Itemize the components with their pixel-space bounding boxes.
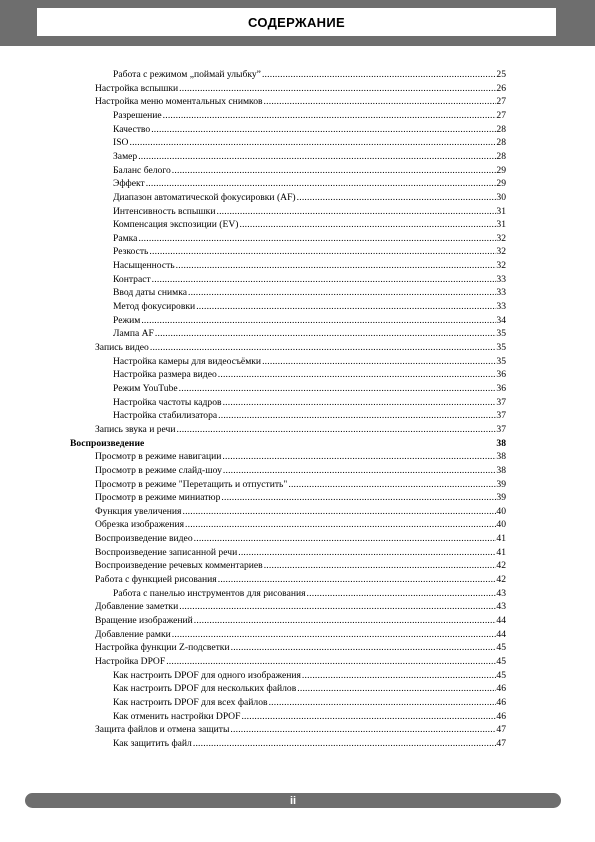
toc-entry-title: Как защитить файл bbox=[113, 737, 192, 749]
toc-section-entry[interactable] bbox=[70, 437, 506, 451]
toc-leader-dots bbox=[140, 314, 496, 328]
toc-entry-page: 33 bbox=[496, 273, 506, 285]
toc-entry-page: 37 bbox=[496, 410, 506, 422]
toc-entry[interactable] bbox=[95, 559, 506, 573]
toc-leader-dots bbox=[217, 409, 496, 423]
toc-entry[interactable] bbox=[113, 191, 506, 205]
toc-leader-dots bbox=[306, 587, 497, 601]
toc-leader-dots bbox=[195, 300, 496, 314]
toc-entry[interactable] bbox=[113, 123, 506, 137]
toc-entry-page: 28 bbox=[496, 123, 506, 135]
toc-entry-title: Рамка bbox=[113, 232, 138, 244]
toc-entry-title: Вращение изображений bbox=[95, 615, 193, 626]
toc-entry-title: Насыщенность bbox=[113, 260, 175, 272]
toc-entry[interactable] bbox=[95, 491, 506, 505]
toc-entry-title: Разрешение bbox=[113, 109, 162, 121]
toc-leader-dots bbox=[149, 341, 497, 355]
toc-entry[interactable] bbox=[95, 532, 506, 546]
toc-leader-dots bbox=[217, 573, 497, 587]
toc-entry-title: Воспроизведение bbox=[70, 437, 145, 449]
toc-entry[interactable] bbox=[113, 300, 506, 314]
toc-entry-title: Как настроить DPOF для всех файлов bbox=[113, 696, 268, 708]
toc-entry-title: Лампа AF bbox=[113, 328, 154, 340]
toc-entry-page: 42 bbox=[496, 574, 506, 586]
toc-entry[interactable] bbox=[113, 327, 506, 341]
toc-leader-dots bbox=[215, 205, 496, 219]
toc-entry-title: Настройка стабилизатора bbox=[113, 410, 218, 422]
toc-entry-page: 37 bbox=[496, 423, 506, 435]
toc-entry[interactable] bbox=[95, 641, 506, 655]
toc-leader-dots bbox=[193, 532, 497, 546]
toc-entry[interactable] bbox=[113, 368, 506, 382]
toc-entry[interactable] bbox=[95, 95, 506, 109]
toc-leader-dots bbox=[162, 109, 497, 123]
toc-entry[interactable] bbox=[95, 600, 506, 614]
toc-entry-page: 29 bbox=[496, 178, 506, 190]
toc-entry[interactable] bbox=[95, 628, 506, 642]
toc-entry[interactable] bbox=[113, 177, 506, 191]
toc-entry-page: 32 bbox=[496, 232, 506, 244]
toc-entry-title: Настройка камеры для видеосъёмки bbox=[113, 355, 262, 367]
toc-entry[interactable] bbox=[113, 669, 506, 683]
header-title-box bbox=[37, 8, 556, 36]
toc-entry[interactable] bbox=[113, 68, 506, 82]
toc-entry-title: Режим YouTube bbox=[113, 382, 178, 394]
toc-entry[interactable] bbox=[113, 355, 506, 369]
toc-entry-page: 40 bbox=[496, 505, 506, 517]
toc-entry[interactable] bbox=[95, 423, 506, 437]
toc-entry-page: 45 bbox=[496, 642, 506, 654]
toc-entry[interactable] bbox=[95, 450, 506, 464]
toc-leader-dots bbox=[237, 546, 496, 560]
toc-entry-title: Замер bbox=[113, 150, 138, 162]
toc-leader-dots bbox=[229, 723, 496, 737]
toc-entry-page: 31 bbox=[496, 205, 506, 217]
toc-entry-title: Настройка функции Z-подсветки bbox=[95, 642, 230, 654]
toc-entry[interactable] bbox=[113, 245, 506, 259]
toc-entry-page: 35 bbox=[496, 342, 506, 353]
toc-leader-dots bbox=[230, 641, 497, 655]
toc-entry-page: 38 bbox=[496, 451, 506, 463]
toc-leader-dots bbox=[145, 177, 497, 191]
toc-entry-page: 46 bbox=[496, 696, 506, 708]
toc-entry-page: 41 bbox=[496, 546, 506, 558]
toc-entry[interactable] bbox=[95, 82, 506, 96]
toc-entry-page: 28 bbox=[496, 137, 506, 149]
toc-entry[interactable] bbox=[113, 396, 506, 410]
toc-entry-page: 41 bbox=[496, 533, 506, 545]
toc-entry-title: Просмотр в режиме миниатюр bbox=[95, 492, 221, 504]
toc-entry-page: 35 bbox=[496, 328, 506, 340]
toc-entry-page: 46 bbox=[496, 710, 506, 722]
page-number: ii bbox=[289, 794, 297, 807]
toc-entry[interactable] bbox=[95, 614, 506, 628]
toc-entry-title: Как отменить настройки DPOF bbox=[113, 710, 241, 722]
toc-entry-page: 45 bbox=[496, 669, 506, 681]
toc-leader-dots bbox=[263, 95, 497, 109]
toc-entry-title: Работа с панелью инструментов для рисования bbox=[113, 587, 306, 599]
toc-entry-title: Настройка вспышки bbox=[95, 82, 179, 94]
toc-entry[interactable] bbox=[113, 218, 506, 232]
toc-leader-dots bbox=[148, 245, 496, 259]
toc-entry-title: Резкость bbox=[113, 246, 149, 258]
toc-leader-dots bbox=[220, 491, 496, 505]
toc-entry[interactable] bbox=[113, 164, 506, 178]
toc-leader-dots bbox=[240, 710, 496, 724]
toc-entry-page: 28 bbox=[496, 150, 506, 162]
toc-entry-title: Диапазон автоматической фокусировки (AF) bbox=[113, 191, 296, 203]
toc-entry-page: 33 bbox=[496, 301, 506, 313]
toc-entry-title: Работа с функцией рисования bbox=[95, 574, 217, 586]
toc-entry[interactable] bbox=[95, 341, 506, 355]
toc-leader-dots bbox=[184, 518, 496, 532]
toc-entry-page: 32 bbox=[496, 246, 506, 258]
toc-entry-page: 36 bbox=[496, 369, 506, 381]
toc-entry-page: 43 bbox=[496, 587, 506, 599]
toc-entry-title: Добавление рамки bbox=[95, 628, 171, 640]
toc-entry-title: Воспроизведение речевых комментариев bbox=[95, 560, 263, 572]
toc-entry-page: 27 bbox=[496, 109, 506, 121]
toc-entry-title: Обрезка изображения bbox=[95, 519, 184, 531]
toc-entry-title: Метод фокусировки bbox=[113, 301, 196, 313]
toc-entry[interactable] bbox=[113, 737, 506, 751]
toc-entry-page: 40 bbox=[496, 519, 506, 531]
toc-entry-page: 47 bbox=[496, 724, 506, 736]
toc-entry-title: Функция увеличения bbox=[95, 505, 182, 517]
toc-entry-page: 27 bbox=[496, 96, 506, 108]
toc-entry-title: Режим bbox=[113, 314, 141, 326]
toc-entry[interactable] bbox=[95, 518, 506, 532]
toc-entry-page: 45 bbox=[496, 655, 506, 667]
toc-leader-dots bbox=[178, 82, 496, 96]
toc-entry-page: 37 bbox=[496, 396, 506, 408]
toc-leader-dots bbox=[178, 600, 496, 614]
toc-entry[interactable] bbox=[95, 546, 506, 560]
toc-entry-page: 38 bbox=[496, 437, 506, 449]
toc-entry-title: Работа с режимом „поймай улыбку” bbox=[113, 69, 261, 80]
toc-entry-title: Компенсация экспозиции (EV) bbox=[113, 219, 239, 231]
toc-entry-page: 34 bbox=[496, 314, 506, 326]
toc-leader-dots bbox=[128, 136, 496, 150]
toc-entry-page: 26 bbox=[496, 82, 506, 94]
toc-entry-page: 47 bbox=[496, 737, 506, 749]
toc-entry[interactable] bbox=[113, 273, 506, 287]
toc-leader-dots bbox=[181, 505, 496, 519]
toc-leader-dots bbox=[175, 259, 497, 273]
toc-entry-title: Настройка частоты кадров bbox=[113, 396, 222, 408]
toc-entry-page: 33 bbox=[496, 287, 506, 299]
toc-entry-page: 31 bbox=[496, 219, 506, 231]
toc-entry[interactable] bbox=[113, 136, 506, 150]
toc-entry-page: 39 bbox=[496, 478, 506, 490]
toc-leader-dots bbox=[261, 355, 496, 369]
toc-entry[interactable] bbox=[113, 150, 506, 164]
toc-entry[interactable] bbox=[95, 505, 506, 519]
toc-leader-dots bbox=[221, 450, 496, 464]
toc-entry[interactable] bbox=[113, 286, 506, 300]
toc-entry-title: Запись звука и речи bbox=[95, 423, 176, 435]
toc-leader-dots bbox=[263, 559, 497, 573]
toc-entry-title: Качество bbox=[113, 123, 151, 135]
toc-entry[interactable] bbox=[95, 573, 506, 587]
toc-entry-page: 30 bbox=[496, 191, 506, 203]
toc-entry[interactable] bbox=[113, 682, 506, 696]
toc-entry[interactable] bbox=[95, 478, 506, 492]
toc-entry-title: Воспроизведение видео bbox=[95, 533, 193, 545]
toc-entry-page: 44 bbox=[496, 628, 506, 640]
toc-entry[interactable] bbox=[113, 205, 506, 219]
toc-leader-dots bbox=[217, 368, 497, 382]
toc-leader-dots bbox=[261, 68, 496, 82]
toc-entry-title: Запись видео bbox=[95, 342, 149, 353]
toc-entry-page: 38 bbox=[496, 464, 506, 476]
toc-entry[interactable] bbox=[113, 382, 506, 396]
toc-entry-title: ISO bbox=[113, 137, 129, 149]
toc-leader-dots bbox=[171, 164, 497, 178]
toc-entry-page: 35 bbox=[496, 355, 506, 367]
toc-entry[interactable] bbox=[95, 655, 506, 669]
toc-entry-title: Баланс белого bbox=[113, 164, 171, 176]
toc-entry-title: Как настроить DPOF для нескольких файлов bbox=[113, 683, 297, 695]
toc-leader-dots bbox=[165, 655, 496, 669]
toc-entry-title: Настройка меню моментальных снимков bbox=[95, 96, 263, 108]
toc-leader-dots bbox=[171, 628, 497, 642]
toc-entry-page: 29 bbox=[496, 164, 506, 176]
toc-entry[interactable] bbox=[113, 409, 506, 423]
toc-entry[interactable] bbox=[113, 710, 506, 724]
toc-entry-title: Защита файлов и отмена защиты bbox=[95, 724, 230, 736]
toc-leader-dots bbox=[222, 464, 497, 478]
toc-entry-title: Эффект bbox=[113, 178, 145, 190]
toc-entry-title: Добавление заметки bbox=[95, 601, 179, 613]
toc-entry-title: Интенсивность вспышки bbox=[113, 205, 216, 217]
toc-entry[interactable] bbox=[95, 464, 506, 478]
toc-entry-title: Контраст bbox=[113, 273, 151, 285]
toc-leader-dots bbox=[193, 614, 497, 628]
toc-entry[interactable] bbox=[113, 109, 506, 123]
toc-entry-page: 44 bbox=[496, 615, 506, 626]
toc-leader-dots bbox=[187, 286, 496, 300]
toc-leader-dots bbox=[192, 737, 497, 751]
toc-entry-title: Ввод даты снимка bbox=[113, 287, 187, 299]
toc-leader-dots bbox=[151, 273, 497, 287]
toc-entry-title: Настройка размера видео bbox=[113, 369, 217, 381]
toc-leader-dots bbox=[154, 327, 497, 341]
toc-entry[interactable] bbox=[113, 587, 506, 601]
toc-entry[interactable] bbox=[113, 259, 506, 273]
toc-entry-page: 25 bbox=[496, 69, 506, 80]
footer-band bbox=[25, 793, 561, 808]
toc-leader-dots bbox=[301, 669, 496, 683]
toc-entry-page: 46 bbox=[496, 683, 506, 695]
toc-entry-page: 43 bbox=[496, 601, 506, 613]
toc-leader-dots bbox=[137, 150, 496, 164]
toc-leader-dots bbox=[222, 396, 497, 410]
toc-entry-title: Настройка DPOF bbox=[95, 655, 166, 667]
toc-entry-page: 39 bbox=[496, 492, 506, 504]
toc-entry[interactable] bbox=[113, 232, 506, 246]
toc-entry[interactable] bbox=[113, 696, 506, 710]
toc-entry-title: Воспроизведение записанной речи bbox=[95, 546, 238, 558]
toc-entry-title: Просмотр в режиме слайд-шоу bbox=[95, 464, 222, 476]
toc-leader-dots bbox=[176, 423, 497, 437]
toc-entry[interactable] bbox=[95, 723, 506, 737]
toc-leader-dots bbox=[137, 232, 496, 246]
toc-leader-dots bbox=[238, 218, 496, 232]
toc-leader-dots bbox=[150, 123, 496, 137]
toc-leader-dots bbox=[287, 478, 496, 492]
toc-leader-dots bbox=[268, 696, 497, 710]
toc-entry-title: Как настроить DPOF для одного изображения bbox=[113, 669, 301, 681]
toc-entry-page: 42 bbox=[496, 560, 506, 572]
toc-leader-dots bbox=[296, 682, 496, 696]
toc-leader-dots bbox=[296, 191, 497, 205]
toc-entry-page: 36 bbox=[496, 382, 506, 394]
toc-entry-page: 32 bbox=[496, 260, 506, 272]
toc-entry-title: Просмотр в режиме навигации bbox=[95, 451, 222, 463]
toc-leader-dots bbox=[178, 382, 497, 396]
page-title: СОДЕРЖАНИЕ bbox=[248, 14, 345, 30]
toc-entry-title: Просмотр в режиме "Перетащить и отпустить" bbox=[95, 478, 288, 490]
toc-entry[interactable] bbox=[113, 314, 506, 328]
header-band bbox=[0, 0, 595, 46]
